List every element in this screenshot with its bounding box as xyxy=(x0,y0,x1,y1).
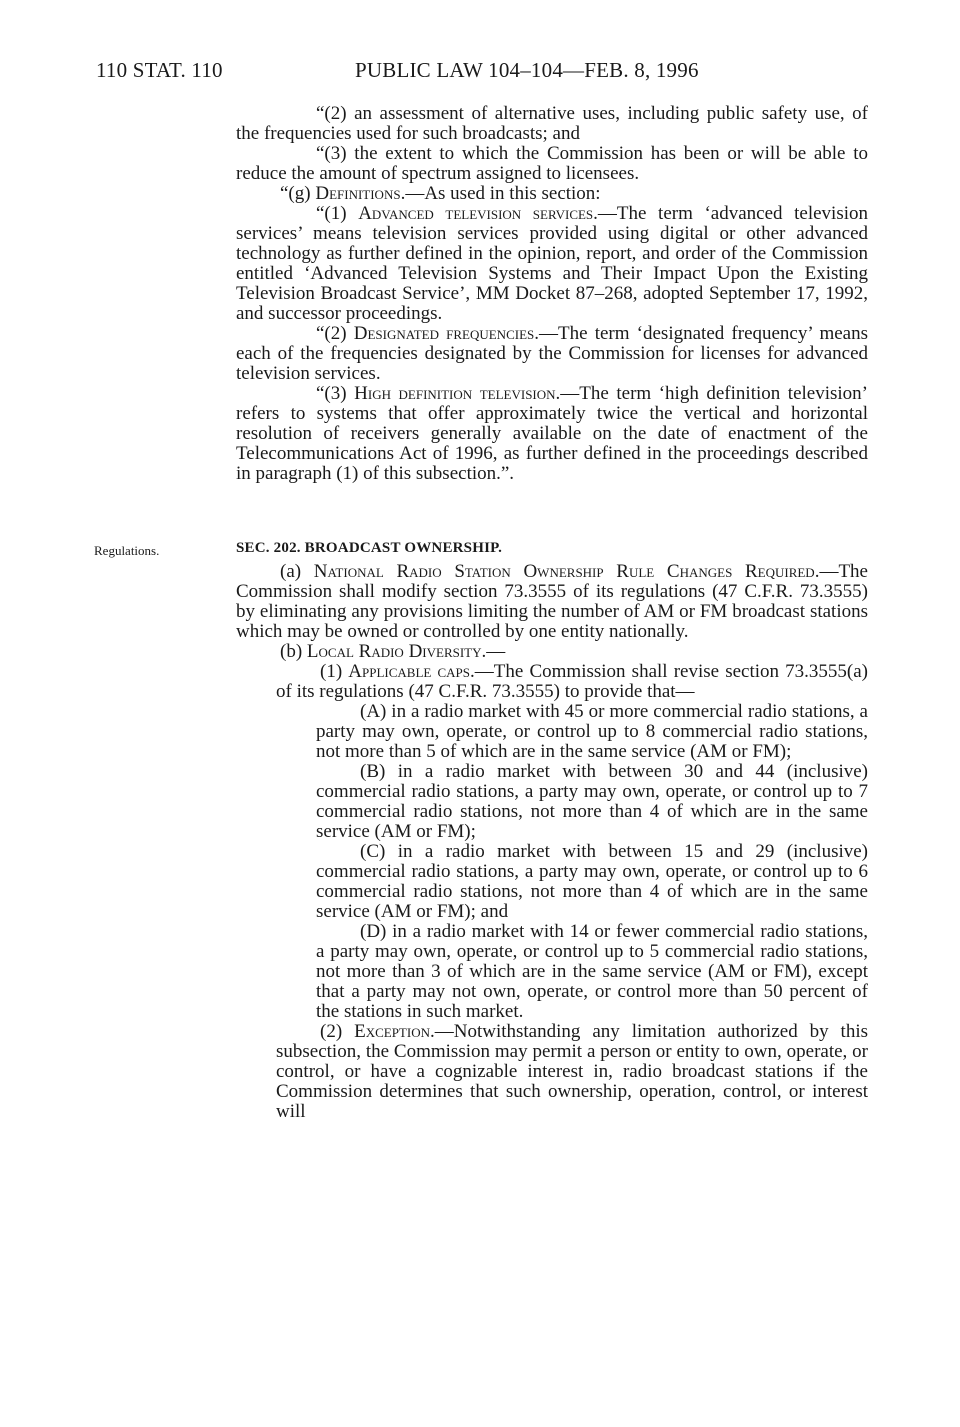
clause-a: (A) in a radio market with 45 or more commercial radio stations, a party may own, operate, or control up to 8 commercial radio stations, not more than 5 of which are in the same service (AM or FM); xyxy=(316,701,868,762)
definition-designated-frequencies: “(2) Designated frequencies.—The term ‘designated frequency’ means each of the frequencies designated by the Commission for licenses for advanced television services. xyxy=(236,323,868,384)
section-heading: SEC. 202. BROADCAST OWNERSHIP. xyxy=(236,540,503,556)
definition-hdtv-heading: High definition television xyxy=(354,383,556,404)
subsection-b-heading: Local Radio Diversity xyxy=(306,641,482,662)
clause-b: (B) in a radio market with between 30 and 44 (inclusive) commercial radio stations, a party may own, operate, or control up to 7 commercial radio stations, not more than 4 of which are in the same service (AM or FM); xyxy=(316,761,868,842)
definition-hdtv: “(3) High definition television.—The term ‘high definition television’ refers to systems that offer approximately twice the vertical and horizontal resolution of receivers generally available on the date of enactment of the Telecommunications Act of 1996, as further defined in the proceedings described in paragraph (1) of this subsection.”. xyxy=(236,383,869,484)
paragraph-b2: (2) Exception.—Notwithstanding any limitation authorized by this subsection, the Commission may permit a person or entity to own, operate, or control, or have a cognizable interest in, radio broadcast stations if the Commission determines that such ownership, operation, control, or interest will xyxy=(276,1021,868,1122)
clause-c: (C) in a radio market with between 15 and 29 (inclusive) commercial radio stations, a party may own, operate, or control up to 6 commercial radio stations, not more than 4 of which are in the same service (AM or FM); and xyxy=(316,841,868,922)
definition-advanced-tv: “(1) Advanced television services.—The term ‘advanced television services’ means television services provided using digital or other advanced technology as further defined in the opinion, report, and order of the Commission entitled ‘Advanced Television Systems and Their Impact Upon the Existing Television Broadcast Service’, MM Docket 87–268, adopted September 17, 1992, and successor proceedings. xyxy=(236,203,868,324)
paragraph-b1-heading: Applicable caps xyxy=(348,661,471,682)
paragraph-b1: (1) Applicable caps.—The Commission shall revise section 73.3555(a) of its regulations (47 C.F.R. 73.3555) to provide that— xyxy=(276,661,868,702)
subsection-a-heading: National Radio Station Ownership Rule Changes Required xyxy=(313,561,815,582)
margin-note-regulations: Regulations. xyxy=(94,543,160,558)
definitions-block xyxy=(236,104,868,484)
subsection-g-heading: Definitions xyxy=(315,183,401,204)
paragraph-f2: “(2) an assessment of alternative uses, including public safety use, of the frequencies used for such broadcasts; and xyxy=(236,103,868,144)
section-202-body xyxy=(236,562,868,1122)
subsection-g-definitions: “(g) Definitions.—As used in this section: xyxy=(280,183,601,204)
running-header-title: PUBLIC LAW 104–104—FEB. 8, 1996 xyxy=(355,58,699,82)
clause-d: (D) in a radio market with 14 or fewer commercial radio stations, a party may own, operate, or control up to 5 commercial radio stations, not more than 3 of which are in the same service (AM or FM), except that a party may not own, operate, or control more than 50 percent of the stations in such market. xyxy=(316,921,868,1022)
subsection-a: (a) National Radio Station Ownership Rule Changes Required.—The Commission shall modify section 73.3555 of its regulations (47 C.F.R. 73.3555) by eliminating any provisions limiting the number of AM or FM broadcast stations which may be owned or controlled by one entity nationally. xyxy=(236,561,868,642)
definition-advanced-tv-heading: Advanced television services xyxy=(358,203,594,224)
definition-designated-frequencies-heading: Designated frequencies xyxy=(353,323,535,344)
subsection-b: (b) Local Radio Diversity.— xyxy=(280,641,506,662)
paragraph-b2-heading: Exception xyxy=(354,1021,430,1042)
page-stat-citation: 110 STAT. 110 xyxy=(96,58,223,82)
paragraph-f3: “(3) the extent to which the Commission has been or will be able to reduce the amount of spectrum assigned to licensees. xyxy=(236,143,868,184)
